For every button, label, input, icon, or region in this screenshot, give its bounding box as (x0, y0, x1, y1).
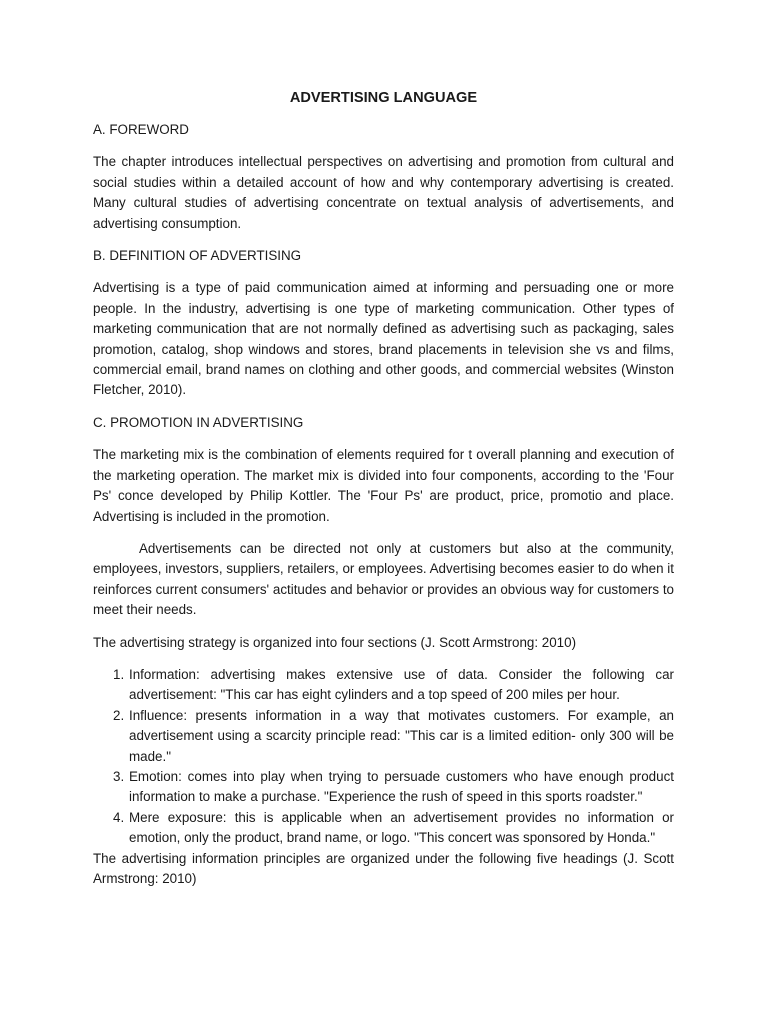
list-item (113, 767, 674, 808)
paragraph-definition: Advertising is a type of paid communication aimed at informing and persuading one or more people. In the industry, advertising is one type of marketing communication. Other types of marketing communication that are not normally defined as advertising such as packaging, sales promotion, catalog, shop windows and stores, brand placements in television she vs and films, commercial email, brand names on clothing and other goods, and commercial websites (Winston Fletcher, 2010). (93, 280, 674, 398)
section-heading-promotion: C. PROMOTION IN ADVERTISING (93, 414, 304, 430)
list-item-text: Mere exposure: this is applicable when an advertisement provides no information or emotion, only the product, brand name, or logo. "This concert was sponsored by Honda." (129, 809, 674, 846)
list-item (113, 706, 674, 767)
list-item-number: 4. (113, 809, 125, 825)
strategy-list (93, 665, 674, 849)
section-heading-foreword: A. FOREWORD (93, 122, 189, 137)
paragraph-advertisements: Advertisements can be directed not only at customers but also at the community, employees, investors, suppliers, retailers, or employees. Advertising becomes easier to do when it reinforces current consumers' actitudes and behavior or provides an obvious way for customers to meet their needs. (93, 540, 674, 618)
paragraph-strategy-intro: The advertising strategy is organized into four sections (J. Scott Armstrong: 2010) (93, 634, 577, 650)
list-item-number: 2. (113, 707, 125, 723)
paragraph-marketing-mix: The marketing mix is the combination of elements required for t overall planning and execution of the marketing operation. The market mix is divided into four components, according to the 'Four Ps' conce developed by Philip Kottler. The 'Four Ps' are product, price, promotio and place. Advertising is included in the promotion. (93, 447, 674, 524)
list-item (113, 808, 674, 849)
paragraph-foreword: The chapter introduces intellectual perspectives on advertising and promotion from cultural and social studies within a detailed account of how and why contemporary advertising is created. Many cultural studies of advertising concentrate on textual analysis of advertisements, and advertising consumption. (93, 154, 674, 231)
document-page (93, 88, 674, 889)
list-item-text: Information: advertising makes extensive use of data. Consider the following car advertisement: "This car has eight cylinders and a top speed of 200 miles per hour. (129, 666, 674, 703)
list-item (113, 665, 674, 706)
list-item-text: Emotion: comes into play when trying to persuade customers who have enough product information to make a purchase. "Experience the rush of speed in this sports roadster." (129, 768, 674, 805)
list-item-number: 1. (113, 666, 125, 682)
paragraph-information-principles: The advertising information principles are organized under the following five headings (J. Scott Armstrong: 2010) (93, 850, 674, 886)
document-title: ADVERTISING LANGUAGE (289, 90, 478, 106)
section-heading-definition: B. DEFINITION OF ADVERTISING (93, 248, 302, 264)
list-item-number: 3. (113, 768, 125, 784)
list-item-text: Influence: presents information in a way that motivates customers. For example, an advertisement using a scarcity principle read: "This car is a limited edition- only 300 will be made." (129, 707, 674, 764)
